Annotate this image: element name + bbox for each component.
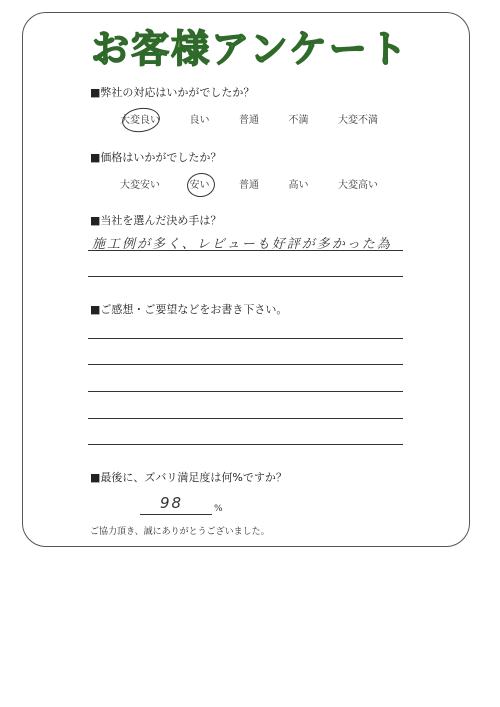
comment-line <box>88 418 403 419</box>
answer-line <box>88 250 403 251</box>
service-option-very-dissatisfied[interactable]: 大変不満 <box>338 115 378 126</box>
thanks-text: ご協力頂き、誠にありがとうございました。 <box>90 527 270 537</box>
service-options <box>118 111 380 126</box>
answer-line <box>88 276 403 277</box>
satisfaction-line <box>140 514 212 515</box>
price-option-normal[interactable]: 普通 <box>239 180 259 191</box>
comment-line <box>88 364 403 365</box>
percent-unit: % <box>214 504 223 514</box>
comment-line <box>88 338 403 339</box>
price-options <box>118 176 380 191</box>
price-option-very-expensive[interactable]: 大変高い <box>338 180 378 191</box>
comment-line <box>88 444 403 445</box>
price-option-expensive[interactable]: 高い <box>288 180 309 191</box>
question-service: ■弊社の対応はいかがでしたか？ <box>90 86 255 99</box>
service-option-very-good[interactable]: 大変良い <box>118 111 162 126</box>
comment-line <box>88 391 403 392</box>
survey-title: お客様アンケート <box>91 27 409 71</box>
deciding-factor-answer[interactable]: 施工例が多く、レビューも好評が多かった為 <box>92 237 392 252</box>
service-option-dissatisfied[interactable]: 不満 <box>288 115 309 126</box>
service-option-normal[interactable]: 普通 <box>239 115 259 126</box>
question-comments: ■ご感想・ご要望などをお書き下さい。 <box>90 303 288 316</box>
price-option-very-cheap[interactable]: 大変安い <box>120 180 160 191</box>
question-deciding-factor: ■当社を選んだ決め手は？ <box>90 214 222 227</box>
question-price: ■価格はいかがでしたか？ <box>90 151 222 164</box>
question-satisfaction: ■最後に、ズバリ満足度は何%ですか？ <box>90 471 287 484</box>
satisfaction-value[interactable]: 98 <box>160 494 184 512</box>
price-option-cheap[interactable]: 安い <box>188 176 212 191</box>
service-option-good[interactable]: 良い <box>189 115 210 126</box>
